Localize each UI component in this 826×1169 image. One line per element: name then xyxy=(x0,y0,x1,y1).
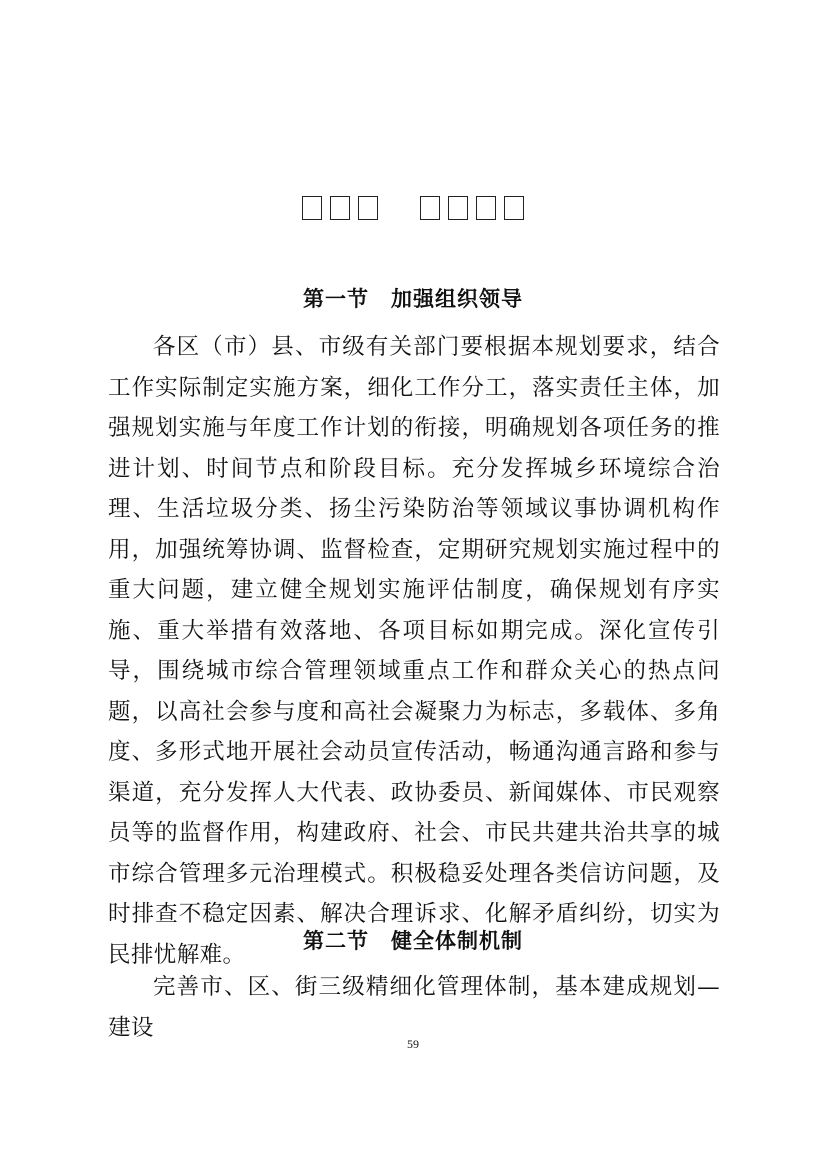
missing-glyph-box xyxy=(358,196,378,220)
missing-glyph-box xyxy=(476,196,496,220)
missing-glyph-box xyxy=(504,196,524,220)
section-number: 第二节 xyxy=(303,928,369,953)
body-paragraph-1: 各区（市）县、市级有关部门要根据本规划要求，结合工作实际制定实施方案，细化工作分工，落实责任主体，加强规划实施与年度工作计划的衔接，明确规划各项任务的推进计划、时间节点和阶段目标。充分发挥城乡环境综合治理、生活垃圾分类、扬尘污染防治等领域议事协调机构作用，加强统筹协调、监督检查，定期研究规划实施过程中的重大问题，建立健全规划实施评估制度，确保规划有序实施、重大举措有效落地、各项目标如期完成。深化宣传引导，围绕城市综合管理领域重点工作和群众关心的热点问题，以高社会参与度和高社会凝聚力为标志，多载体、多角度、多形式地开展社会动员宣传活动，畅通沟通言路和参与渠道，充分发挥人大代表、政协委员、新闻媒体、市民观察员等的监督作用，构建政府、社会、市民共建共治共享的城市综合管理多元治理模式。积极稳妥处理各类信访问题，及时排查不稳定因素、解决合理诉求、化解矛盾纠纷，切实为民排忧解难。 xyxy=(108,334,720,968)
missing-glyph-box xyxy=(448,196,468,220)
section-heading-2 xyxy=(0,925,826,955)
section-heading-1 xyxy=(0,283,826,313)
missing-glyph-box xyxy=(330,196,350,220)
missing-glyph-box xyxy=(302,196,322,220)
section-title: 健全体制机制 xyxy=(391,928,523,953)
chapter-title xyxy=(0,196,826,236)
section-title: 加强组织领导 xyxy=(391,286,523,311)
section-number: 第一节 xyxy=(303,286,369,311)
body-paragraph-2: 完善市、区、街三级精细化管理体制，基本建成规划—建设 xyxy=(108,974,720,1041)
page-number: 59 xyxy=(407,1037,419,1051)
missing-glyph-box xyxy=(420,196,440,220)
